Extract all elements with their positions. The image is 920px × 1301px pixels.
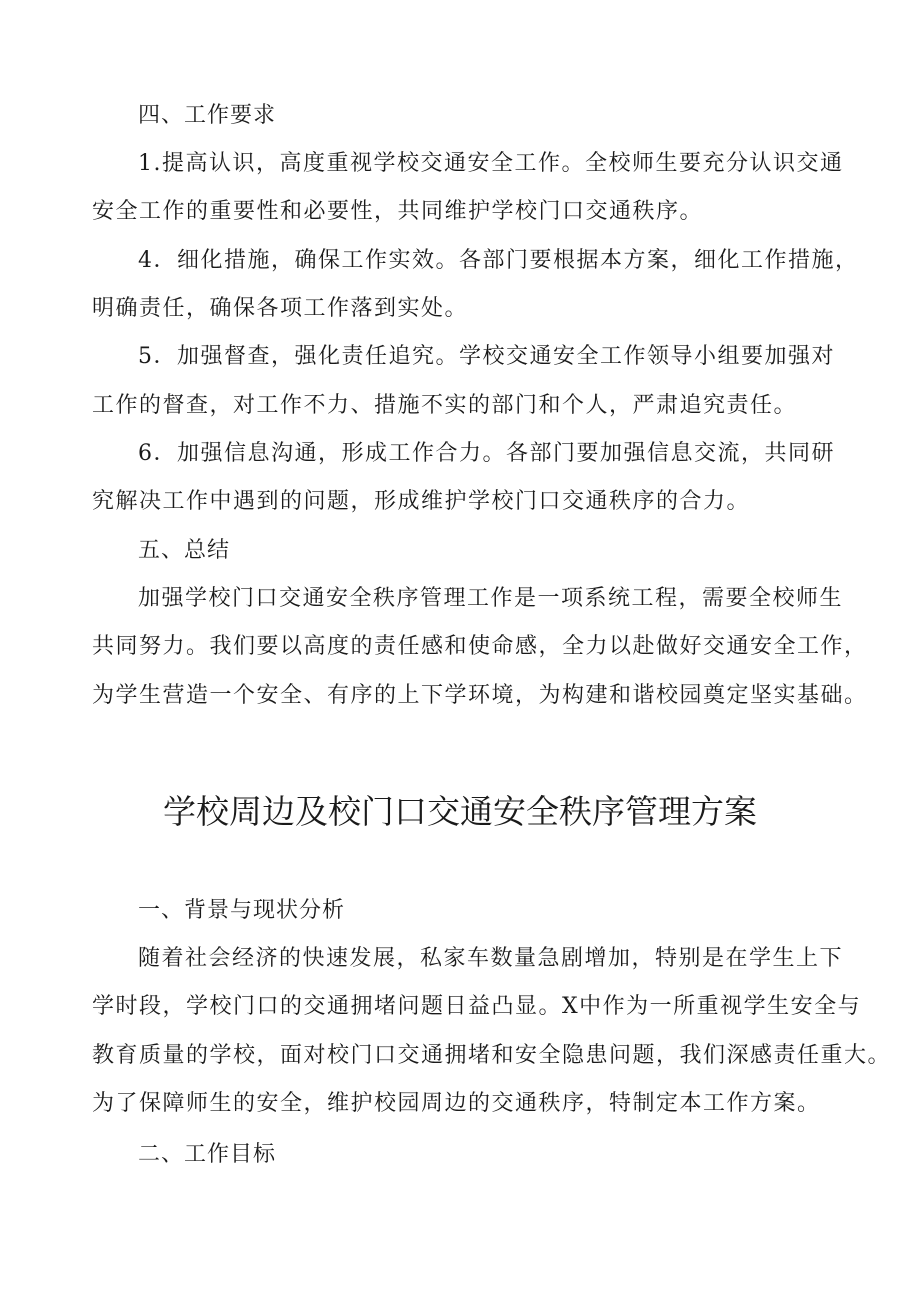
paragraph-line: 1.提高认识，高度重视学校交通安全工作。全校师生要充分认识交通 [138, 151, 844, 176]
paragraph-line: 4．细化措施，确保工作实效。各部门要根据本方案，细化工作措施， [138, 248, 859, 273]
section-heading-background: 一、背景与现状分析 [138, 898, 346, 923]
section-heading-work-goals: 二、工作目标 [138, 1142, 277, 1167]
paragraph-line: 工作的督查，对工作不力、措施不实的部门和个人，严肃追究责任。 [92, 393, 798, 418]
paragraph-line: 安全工作的重要性和必要性，共同维护学校门口交通秩序。 [92, 199, 704, 224]
paragraph-line: 5．加强督查，强化责任追究。学校交通安全工作领导小组要加强对 [138, 344, 835, 369]
paragraph-line: 明确责任，确保各项工作落到实处。 [92, 296, 469, 321]
paragraph-line: 随着社会经济的快速发展，私家车数量急剧增加，特别是在学生上下 [138, 946, 844, 971]
paragraph-line: 教育质量的学校，面对校门口交通拥堵和安全隐患问题，我们深感责任重大。 [92, 1043, 892, 1068]
paragraph-line: 究解决工作中遇到的问题，形成维护学校门口交通秩序的合力。 [92, 489, 751, 514]
section-heading-work-requirements: 四、工作要求 [138, 103, 277, 128]
paragraph-line: 6．加强信息沟通，形成工作合力。各部门要加强信息交流，共同研 [138, 441, 835, 466]
document-title: 学校周边及校门口交通安全秩序管理方案 [163, 792, 757, 831]
paragraph-line: 为学生营造一个安全、有序的上下学环境，为构建和谐校园奠定坚实基础。 [92, 683, 868, 708]
section-heading-summary: 五、总结 [138, 538, 231, 563]
paragraph-line: 加强学校门口交通安全秩序管理工作是一项系统工程，需要全校师生 [138, 586, 844, 611]
paragraph-line: 为了保障师生的安全，维护校园周边的交通秩序，特制定本工作方案。 [92, 1091, 821, 1116]
paragraph-line: 学时段，学校门口的交通拥堵问题日益凸显。X中作为一所重视学生安全与 [92, 994, 862, 1019]
paragraph-line: 共同努力。我们要以高度的责任感和使命感，全力以赴做好交通安全工作， [92, 634, 868, 659]
